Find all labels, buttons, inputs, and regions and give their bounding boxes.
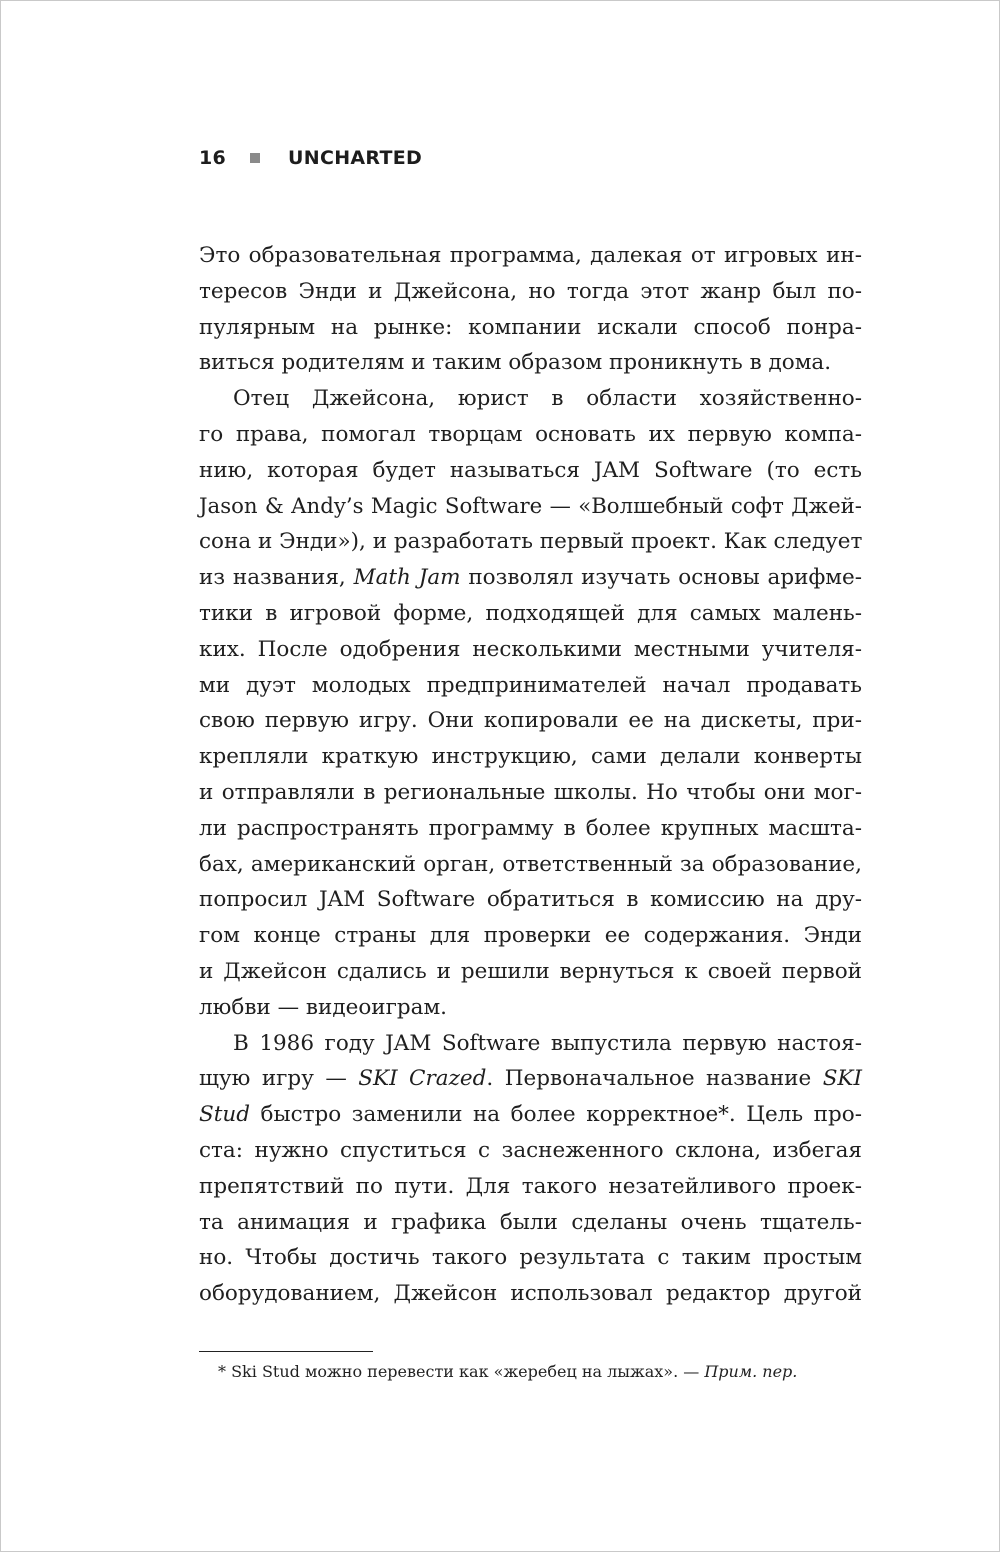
text-line: нию, которая будет называться JAM Software (то есть [199, 457, 862, 483]
text-line: оборудованием, Джейсон использовал редактор другой [199, 1281, 862, 1307]
text-line: пулярным на рынке: компании искали способ понра- [199, 314, 862, 340]
text-line: и отправляли в региональные школы. Но чтобы они мог- [199, 779, 862, 805]
text-line [199, 1097, 862, 1133]
footnote-marker: * [218, 1362, 226, 1381]
text-run: . Первоначальное название [486, 1066, 823, 1092]
text-line: препятствий по пути. Для такого незатейливого проек- [199, 1173, 862, 1199]
page-number: 16 [199, 147, 227, 169]
text-run: позволял изучать основы арифме- [460, 565, 862, 591]
text-line: бах, американский орган, ответственный за образование, [199, 851, 862, 877]
book-title: UNCHARTED [288, 147, 423, 169]
text-line: ми дуэт молодых предпринимателей начал продавать [199, 672, 862, 698]
text-line: и Джейсон сдались и решили вернуться к своей первой [199, 958, 862, 984]
body-text [199, 238, 862, 1312]
text-line: Отец Джейсона, юрист в области хозяйственно- [233, 386, 862, 412]
text-line: ли распространять программу в более крупных масшта- [199, 815, 862, 841]
text-line: го права, помогал творцам основать их первую компа- [199, 421, 862, 447]
text-line: Это образовательная программа, далекая от игровых ин- [199, 243, 862, 268]
footnote-translator-note: Прим. пер. [704, 1362, 798, 1381]
game-title-ski-crazed: SKI Crazed [358, 1066, 487, 1092]
footnote-divider [199, 1351, 373, 1352]
text-line: свою первую игру. Они копировали ее на дискеты, при- [199, 708, 862, 734]
running-head [199, 143, 422, 173]
text-line: но. Чтобы достичь такого результата с таким простым [199, 1245, 862, 1271]
footnote-text: Ski Stud можно перевести как «жеребец на лыжах». — [231, 1362, 705, 1381]
footnote [218, 1359, 797, 1385]
text-line: попросил JAM Software обратиться в комиссию на дру- [199, 887, 862, 913]
text-line: В 1986 году JAM Software выпустила первую настоя- [233, 1030, 862, 1056]
square-separator-icon [250, 153, 260, 163]
text-line: сона и Энди»), и разработать первый проект. Как следует [199, 529, 863, 555]
text-line [199, 1061, 862, 1097]
text-line: ста: нужно спуститься с заснеженного склона, избегая [199, 1137, 862, 1163]
text-line: та анимация и графика были сделаны очень тщатель- [199, 1209, 862, 1235]
text-line: гом конце страны для проверки ее содержания. Энди [199, 923, 862, 949]
text-line: тики в игровой форме, подходящей для самых малень- [199, 600, 862, 626]
text-run: щую игру — [199, 1066, 359, 1092]
game-title-stud: Stud [199, 1102, 250, 1128]
text-run: из названия, [199, 565, 354, 591]
text-line: крепляли краткую инструкцию, сами делали конверты [199, 744, 862, 770]
text-line: Jason & Andy’s Magic Software — «Волшебный софт Джей- [199, 493, 862, 519]
text-run: быстро заменили на более корректное*. Цель про- [249, 1102, 862, 1128]
text-line: тересов Энди и Джейсона, но тогда этот жанр был по- [199, 278, 862, 304]
text-line [199, 560, 862, 596]
text-line: любви — видеоиграм. [199, 994, 447, 1020]
game-title-ski: SKI [822, 1066, 862, 1092]
text-line: виться родителям и таким образом проникнуть в дома. [199, 350, 832, 376]
text-line: ких. После одобрения несколькими местными учителя- [199, 636, 862, 662]
game-title-math-jam: Math Jam [353, 565, 461, 591]
